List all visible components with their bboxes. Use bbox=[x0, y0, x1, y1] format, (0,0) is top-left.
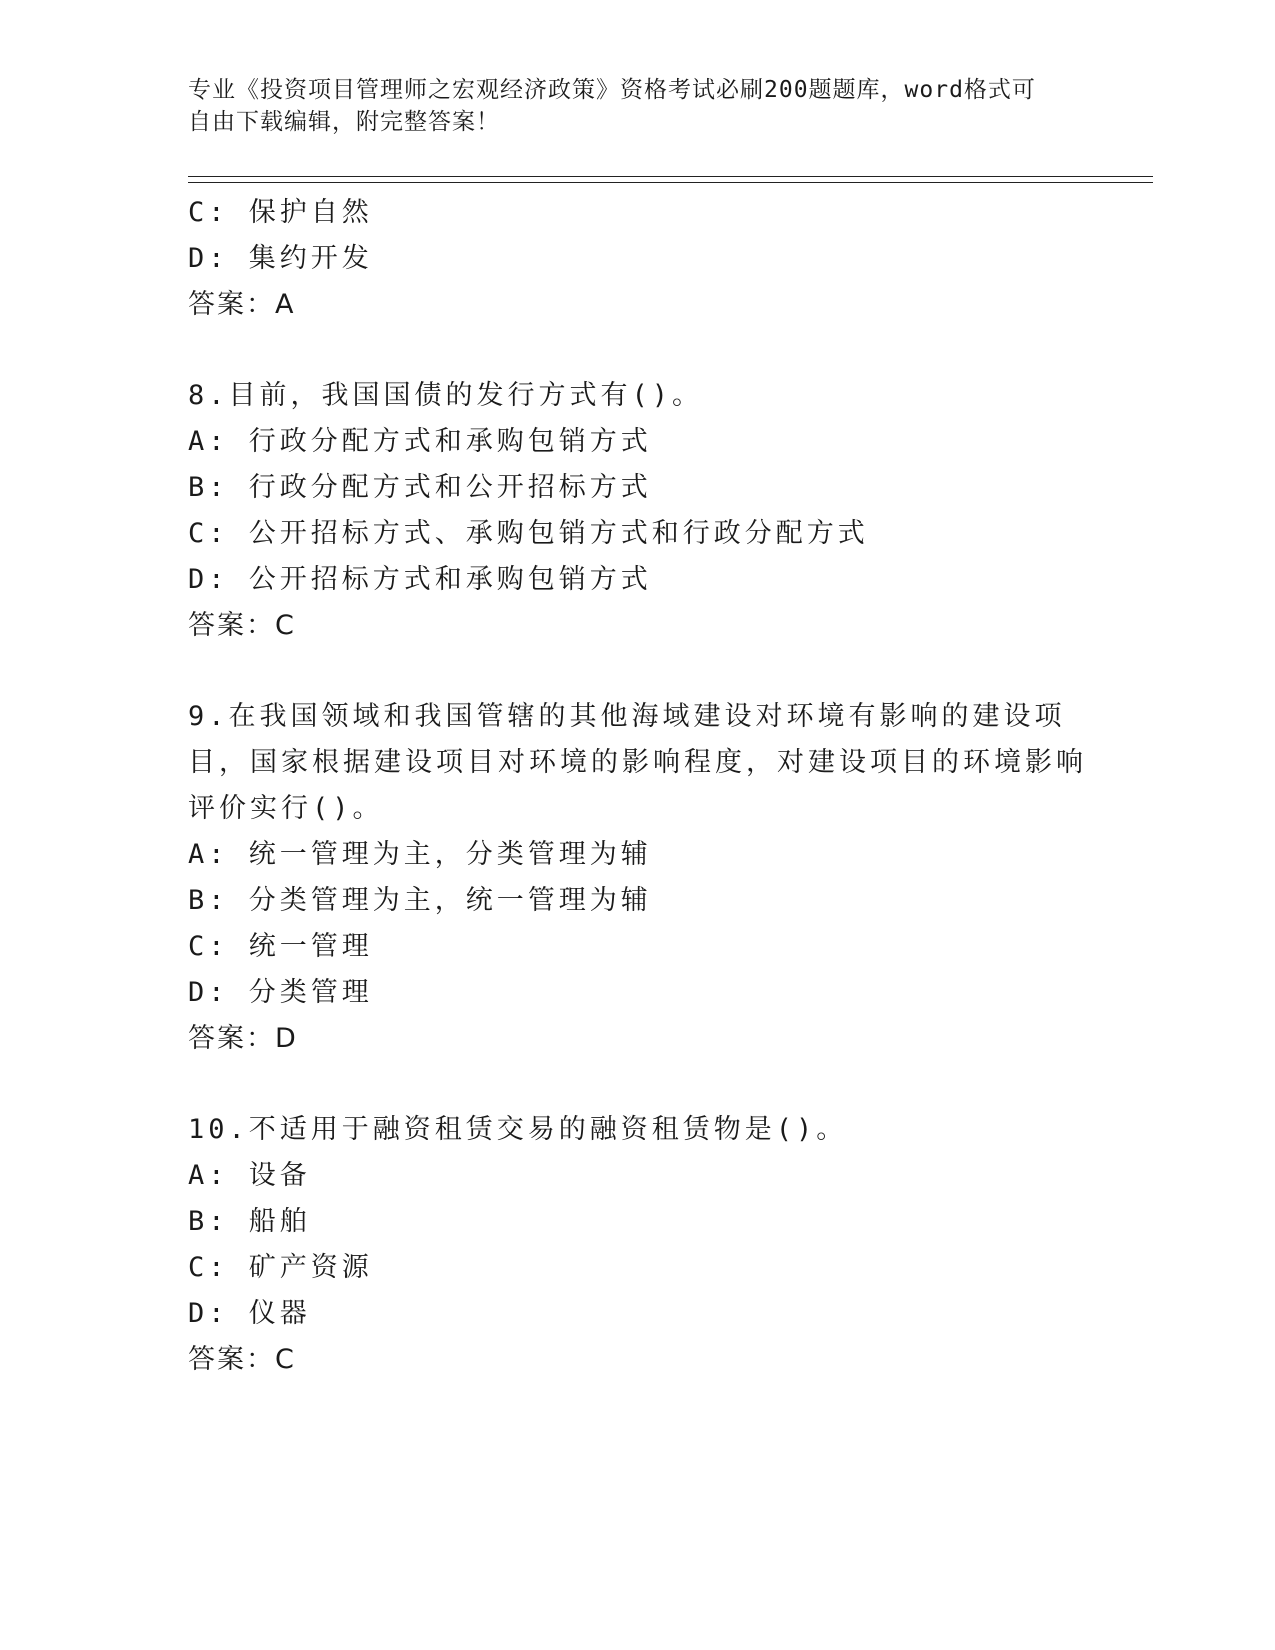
header-title-line-2: 自由下载编辑，附完整答案！ bbox=[188, 109, 500, 135]
option-text: 分类管理 bbox=[248, 977, 373, 1008]
option-text: 设备 bbox=[248, 1160, 311, 1191]
option-d bbox=[188, 1291, 1088, 1337]
option-text: 行政分配方式和承购包销方式 bbox=[248, 426, 652, 457]
option-text: 行政分配方式和公开招标方式 bbox=[248, 472, 652, 503]
header-title-line-1: 专业《投资项目管理师之宏观经济政策》资格考试必刷200题题库，word格式可 bbox=[188, 77, 1036, 103]
question-list bbox=[188, 190, 1088, 1383]
option-letter: C: bbox=[188, 931, 229, 962]
option-letter: B: bbox=[188, 885, 229, 916]
option-d bbox=[188, 236, 1088, 282]
answer: 答案：A bbox=[188, 289, 296, 320]
option-b bbox=[188, 1199, 1088, 1245]
spacer bbox=[188, 1062, 1088, 1107]
option-letter: C: bbox=[188, 518, 229, 549]
option-letter: D: bbox=[188, 1298, 229, 1329]
option-letter: B: bbox=[188, 1206, 229, 1237]
question-text: 目前，我国国债的发行方式有()。 bbox=[228, 380, 704, 411]
option-text: 统一管理 bbox=[248, 931, 373, 962]
option-b bbox=[188, 465, 1088, 511]
option-text: 矿产资源 bbox=[248, 1252, 373, 1283]
option-letter: A: bbox=[188, 1160, 229, 1191]
option-letter: A: bbox=[188, 839, 229, 870]
question-stem bbox=[188, 373, 1088, 419]
option-letter: A: bbox=[188, 426, 229, 457]
document-header bbox=[188, 74, 1068, 138]
option-text: 保护自然 bbox=[248, 197, 373, 228]
answer: 答案：D bbox=[188, 1023, 298, 1054]
option-c bbox=[188, 511, 1088, 557]
partial-question bbox=[188, 190, 1088, 328]
option-a bbox=[188, 832, 1088, 878]
option-text: 船舶 bbox=[248, 1206, 311, 1237]
question-text: 不适用于融资租赁交易的融资租赁物是()。 bbox=[248, 1114, 848, 1145]
option-d bbox=[188, 557, 1088, 603]
question-9 bbox=[188, 694, 1088, 1062]
question-stem bbox=[188, 1107, 1088, 1153]
option-letter: D: bbox=[188, 564, 229, 595]
answer: 答案：C bbox=[188, 1344, 296, 1375]
option-d bbox=[188, 970, 1088, 1016]
option-text: 公开招标方式、承购包销方式和行政分配方式 bbox=[248, 518, 869, 549]
answer: 答案：C bbox=[188, 610, 296, 641]
question-number: 10. bbox=[188, 1114, 249, 1145]
option-text: 统一管理为主，分类管理为辅 bbox=[248, 839, 652, 870]
option-c bbox=[188, 1245, 1088, 1291]
option-b bbox=[188, 878, 1088, 924]
spacer bbox=[188, 328, 1088, 373]
header-divider-top bbox=[188, 176, 1153, 177]
option-c bbox=[188, 924, 1088, 970]
option-a bbox=[188, 1153, 1088, 1199]
option-letter: D: bbox=[188, 243, 229, 274]
question-number: 9. bbox=[188, 701, 229, 732]
header-divider-bottom bbox=[188, 182, 1153, 183]
question-10 bbox=[188, 1107, 1088, 1383]
option-c bbox=[188, 190, 1088, 236]
option-text: 分类管理为主，统一管理为辅 bbox=[248, 885, 652, 916]
option-text: 仪器 bbox=[248, 1298, 311, 1329]
option-letter: C: bbox=[188, 197, 229, 228]
spacer bbox=[188, 649, 1088, 694]
option-letter: B: bbox=[188, 472, 229, 503]
question-8 bbox=[188, 373, 1088, 649]
question-text: 在我国领域和我国管辖的其他海域建设对环境有影响的建设项目，国家根据建设项目对环境的影响程度，对建设项目的环境影响评价实行()。 bbox=[188, 701, 1087, 824]
option-letter: C: bbox=[188, 1252, 229, 1283]
option-text: 公开招标方式和承购包销方式 bbox=[248, 564, 652, 595]
option-a bbox=[188, 419, 1088, 465]
question-number: 8. bbox=[188, 380, 229, 411]
option-text: 集约开发 bbox=[248, 243, 373, 274]
option-letter: D: bbox=[188, 977, 229, 1008]
question-stem bbox=[188, 694, 1088, 832]
